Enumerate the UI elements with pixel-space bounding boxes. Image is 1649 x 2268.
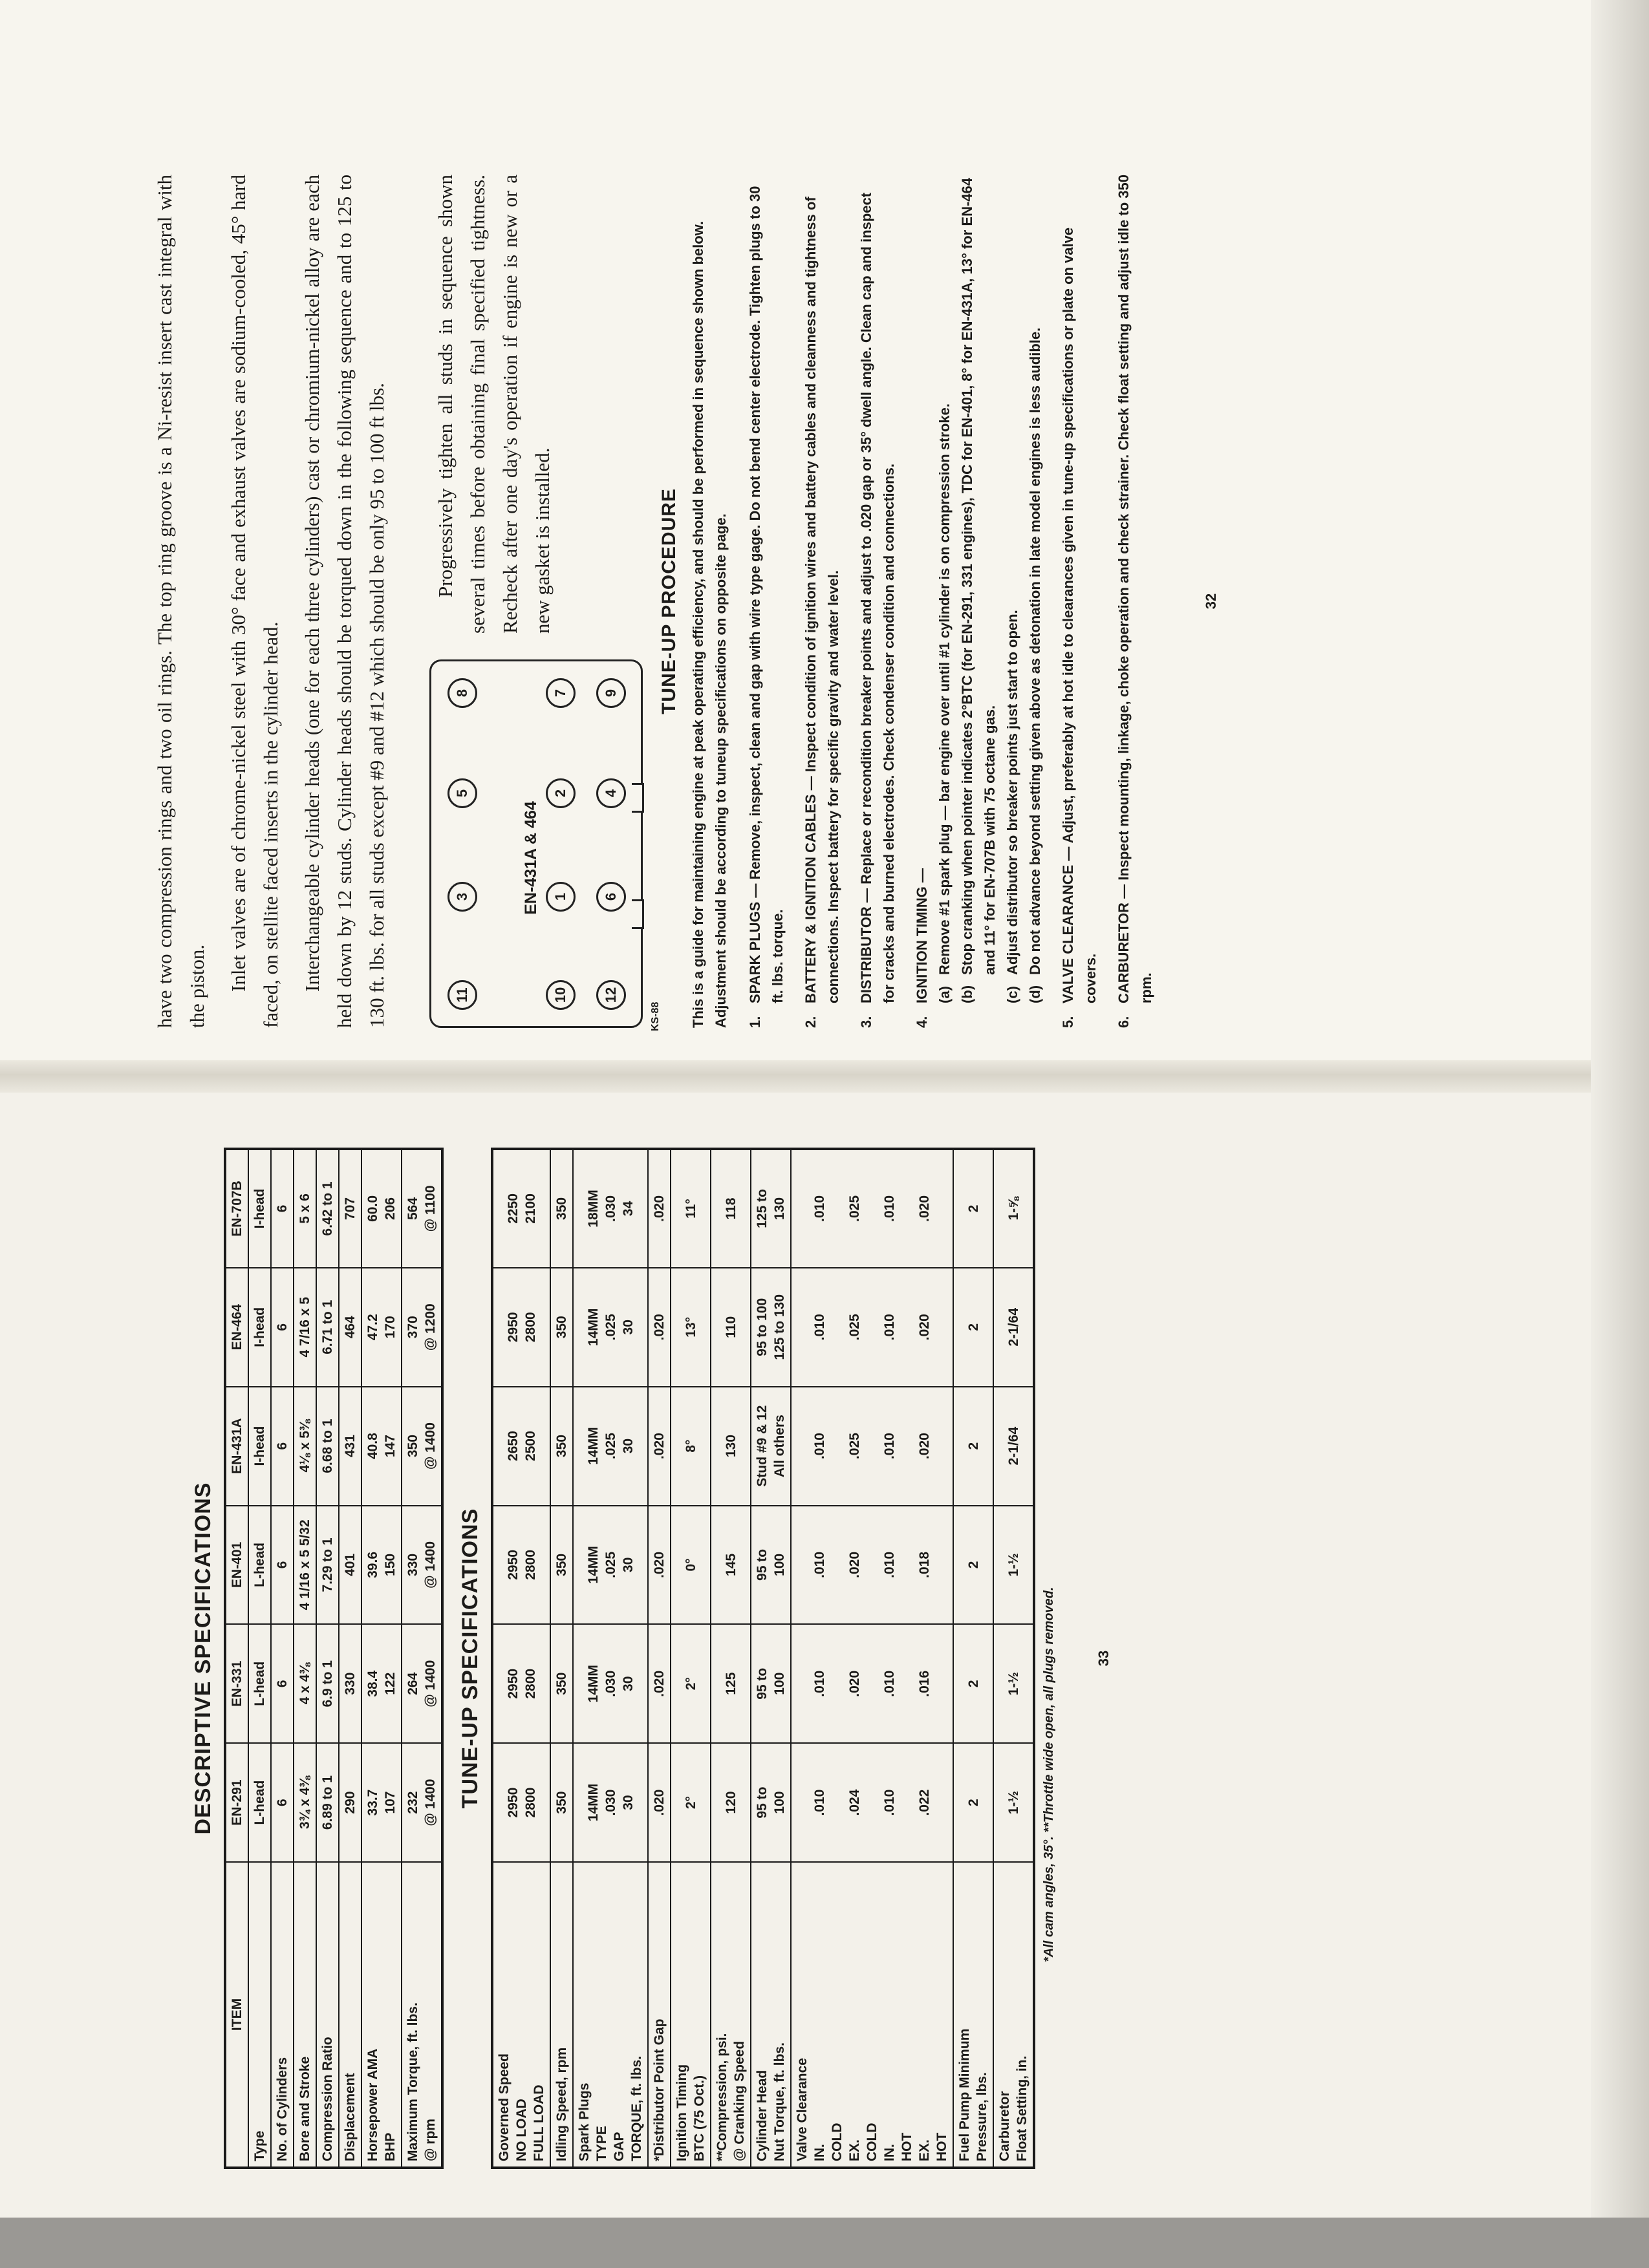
table-cell: 2° (671, 1624, 711, 1743)
timing-sub-c (1001, 175, 1024, 1003)
table-cell: 2 (953, 1268, 993, 1387)
list-item (744, 175, 789, 1028)
table-cell: 33.7 107 (361, 1743, 402, 1862)
table-cell: 6 (271, 1268, 294, 1387)
table-cell: .020 (648, 1743, 671, 1862)
table-cell: 95 to 100 125 to 130 (751, 1268, 791, 1387)
stud-7: 7 (546, 678, 576, 708)
diagram-title: EN-431A & 464 (522, 801, 540, 915)
stud-10: 10 (546, 980, 576, 1010)
table-cell: 2950 2800 (492, 1268, 550, 1387)
table-cell: 6.42 to 1 (316, 1149, 339, 1268)
table-cell: 6 (271, 1387, 294, 1506)
table-cell: 125 (711, 1624, 751, 1743)
tuneup-specifications-table (491, 1148, 1035, 2169)
column-header: EN-401 (225, 1506, 248, 1625)
column-header: EN-331 (225, 1624, 248, 1743)
stud-11: 11 (447, 980, 477, 1010)
table-row (339, 1149, 361, 2168)
stud-6: 6 (596, 882, 626, 912)
tuneup-procedure-heading: TUNE-UP PROCEDURE (658, 488, 680, 714)
table-cell: L-head (248, 1743, 271, 1862)
diagram-notch (632, 899, 644, 929)
table-cell: 2° (671, 1743, 711, 1862)
table-cell: 2 (953, 1506, 993, 1625)
table-cell: 2950 2800 (492, 1506, 550, 1625)
descriptive-specifications-table (224, 1148, 444, 2169)
row-label: Type (248, 1862, 271, 2168)
table-cell: 130 (711, 1387, 751, 1506)
stud-2: 2 (546, 778, 576, 808)
table-row (550, 1149, 573, 2168)
table-cell: 95 to 100 (751, 1624, 791, 1743)
table-cell: 350 (550, 1387, 573, 1506)
table-cell: 2950 2800 (492, 1743, 550, 1862)
table-cell: 6 (271, 1743, 294, 1862)
list-item (855, 175, 900, 1028)
table-row (271, 1149, 294, 2168)
table-cell: 707 (339, 1149, 361, 1268)
table-cell: 2250 2100 (492, 1149, 550, 1268)
table-cell: 1-⅝ (993, 1149, 1034, 1268)
table-cell: 3¾ x 4⅜ (294, 1743, 316, 1862)
table-cell: 264 @ 1400 (402, 1624, 442, 1743)
table-cell: 1-½ (993, 1624, 1034, 1743)
table-cell: 14MM .025 30 (573, 1268, 648, 1387)
table-cell: 5 x 6 (294, 1149, 316, 1268)
table-row (492, 1149, 550, 2168)
step-ignition-timing (911, 175, 1046, 1003)
table-cell: 60.0 206 (361, 1149, 402, 1268)
step-number: 2. (803, 1016, 819, 1028)
row-label: *Distributor Point Gap (648, 1862, 671, 2168)
table-row (648, 1149, 671, 2168)
timing-sub-d (1024, 175, 1046, 1003)
column-header: EN-464 (225, 1268, 248, 1387)
left-page-content (149, 175, 1219, 1031)
table-cell: 350 (550, 1743, 573, 1862)
table-cell: 11° (671, 1149, 711, 1268)
step-valve-clearance: VALVE CLEARANCE — Adjust, preferably at hot idle to clearances given in tune-up specifications or plate on valve covers. (1060, 227, 1099, 1003)
list-item (1057, 175, 1102, 1028)
procedure-intro: This is a guide for maintaining engine at peak operating efficiency, and should be performed in sequence shown below. Adjustment should be according to tuneup specifications on opposite page. (690, 220, 729, 1028)
table-header-row (225, 1149, 248, 2168)
step-number: 5. (1060, 1016, 1076, 1028)
table-cell: 18MM .030 34 (573, 1149, 648, 1268)
row-label: **Compression, psi. @ Cranking Speed (711, 1862, 751, 2168)
diagram-code: KS-88 (650, 1001, 661, 1031)
paragraph-piston-rings: have two compression rings and two oil rings. The top ring groove is a Ni-resist insert cast integral with the piston. (153, 175, 208, 1028)
page-number: 33 (1095, 1650, 1112, 1667)
row-label: Compression Ratio (316, 1862, 339, 2168)
table-cell: 350 @ 1400 (402, 1387, 442, 1506)
table-cell: 2 (953, 1743, 993, 1862)
table-cell: 6 (271, 1149, 294, 1268)
table-row (294, 1149, 316, 2168)
stud-8: 8 (447, 678, 477, 708)
table-cell: 350 (550, 1506, 573, 1625)
sub-text: Do not advance beyond setting given above as detonation in late model engines is less audible. (1027, 327, 1043, 975)
table-cell: 4 7/16 x 5 (294, 1268, 316, 1387)
table-cell: 370 @ 1200 (402, 1268, 442, 1387)
step-spark-plugs: SPARK PLUGS — Remove, inspect, clean and gap with wire type gage. Do not bend center electrode. Tighten plugs to 30 ft. lbs. torque. (747, 186, 786, 1003)
right-page-content (191, 1148, 1503, 2169)
sub-text: Stop cranking when pointer indicates 2°BTC (for EN-291, 331 engines), TDC for EN-401, 8° for EN-431A, 13° for EN-464 and 11° for EN-707B with 75 octane gas. (959, 177, 998, 975)
table-cell: 95 to 100 (751, 1506, 791, 1625)
table-cell: 2950 2800 (492, 1624, 550, 1743)
row-label: Idling Speed, rpm (550, 1862, 573, 2168)
stud-1: 1 (546, 882, 576, 912)
table-cell: 431 (339, 1387, 361, 1506)
row-label: Carburetor Float Setting, in. (993, 1862, 1034, 2168)
table-cell: 401 (339, 1506, 361, 1625)
step-battery-cables: BATTERY & IGNITION CABLES — Inspect condition of ignition wires and battery cables and cleanness and tightness of connections. Inspect battery for specific gravity and water level. (803, 197, 841, 1003)
table-row (791, 1149, 953, 2168)
row-label: No. of Cylinders (271, 1862, 294, 2168)
table-cell: I-head (248, 1149, 271, 1268)
table-row (361, 1149, 402, 2168)
stud-9: 9 (596, 678, 626, 708)
procedure-steps (744, 175, 1158, 1028)
table-cell: 120 (711, 1743, 751, 1862)
row-label: Bore and Stroke (294, 1862, 316, 2168)
table-cell: L-head (248, 1506, 271, 1625)
table-cell: L-head (248, 1624, 271, 1743)
table-cell: 14MM .025 30 (573, 1506, 648, 1625)
table-cell: 1-½ (993, 1743, 1034, 1862)
table-cell: .020 (648, 1624, 671, 1743)
page-number: 32 (1203, 593, 1219, 610)
table-cell: I-head (248, 1268, 271, 1387)
table-row (953, 1149, 993, 2168)
table-cell: 14MM .025 30 (573, 1387, 648, 1506)
page-edge-shadow (1591, 0, 1649, 2268)
table-cell: 2-1/64 (993, 1387, 1034, 1506)
stud-5: 5 (447, 778, 477, 808)
row-label: Horsepower AMA BHP (361, 1862, 402, 2168)
sub-text: Adjust distributor so breaker points just start to open. (1004, 610, 1020, 975)
table-cell: 6.68 to 1 (316, 1387, 339, 1506)
table-row (751, 1149, 791, 2168)
table-cell: 2 (953, 1149, 993, 1268)
stud-sequence-diagram (429, 659, 661, 1031)
column-header: ITEM (225, 1862, 248, 2168)
table-cell: .010 .020 .010 .018 (791, 1506, 953, 1625)
table-cell: .020 (648, 1387, 671, 1506)
sub-label: (a) (936, 986, 953, 1003)
table-cell: 4 1/16 x 5 5/32 (294, 1506, 316, 1625)
table-cell: .020 (648, 1149, 671, 1268)
step-ignition-timing-label: IGNITION TIMING — (914, 868, 930, 1003)
sub-text: Remove #1 spark plug — bar engine over until #1 cylinder is on compression stroke. (936, 403, 953, 975)
row-label: Fuel Pump Minimum Pressure, lbs. (953, 1862, 993, 2168)
list-item (1112, 175, 1158, 1028)
row-label: Valve Clearance IN. COLD EX. COLD IN. HOT EX. HOT (791, 1862, 953, 2168)
row-label: Cylinder Head Nut Torque, ft. lbs. (751, 1862, 791, 2168)
table-cell: 0° (671, 1506, 711, 1625)
table-cell: 125 to 130 (751, 1149, 791, 1268)
paragraph-valves: Inlet valves are of chrome-nickel steel with 30° face and exhaust valves are sodium-cooled, 45° hard faced, on stellite faced inserts in the cylinder head. (227, 175, 282, 1028)
table-cell: 2 (953, 1387, 993, 1506)
stud-12: 12 (596, 980, 626, 1010)
table-cell: 13° (671, 1268, 711, 1387)
table-cell: .010 .025 .010 .020 (791, 1149, 953, 1268)
table-cell: .010 .024 .010 .022 (791, 1743, 953, 1862)
table-cell: 330 (339, 1624, 361, 1743)
table-cell: 464 (339, 1268, 361, 1387)
step-carburetor: CARBURETOR — Inspect mounting, linkage, choke operation and check strainer. Check float setting and adjust idle to 350 rpm. (1116, 175, 1154, 1003)
timing-sub-b (956, 175, 1001, 1003)
table-cell: 2-1/64 (993, 1268, 1034, 1387)
list-item (799, 175, 845, 1028)
footnote: *All cam angles, 35°. **Throttle wide open, all plugs removed. (1042, 1587, 1056, 1962)
sub-label: (b) (959, 985, 975, 1003)
table-cell: 4⅛ x 5⅜ (294, 1387, 316, 1506)
table-cell: 38.4 122 (361, 1624, 402, 1743)
step-number: 1. (747, 1016, 763, 1028)
table-cell: Stud #9 & 12 All others (751, 1387, 791, 1506)
table-cell: 6.89 to 1 (316, 1743, 339, 1862)
step-distributor: DISTRIBUTOR — Replace or recondition breaker points and adjust to .020 gap or 35° dwell angle. Clean cap and inspect for cracks and burned electrodes. Check condenser condition and connections. (858, 192, 897, 1003)
diagram-notch (632, 783, 644, 813)
scanner-border (0, 2218, 1649, 2268)
table-cell: 350 (550, 1268, 573, 1387)
stud-4: 4 (596, 778, 626, 808)
table-cell: 14MM .030 30 (573, 1743, 648, 1862)
table-row (248, 1149, 271, 2168)
table-cell: 6.9 to 1 (316, 1624, 339, 1743)
table-row (402, 1149, 442, 2168)
table-cell: .020 (648, 1506, 671, 1625)
torque-sequence-note: Progressively tighten all studs in sequence shown several times before obtaining final specified tightness. Recheck after one day's operation if engine is new or a new gasket is installed. (434, 175, 554, 634)
column-header: EN-431A (225, 1387, 248, 1506)
column-header: EN-707B (225, 1149, 248, 1268)
table-cell: 6 (271, 1624, 294, 1743)
table-cell: .010 .025 .010 .020 (791, 1387, 953, 1506)
table-cell: 14MM .030 30 (573, 1624, 648, 1743)
paragraph-cylinder-heads: Interchangeable cylinder heads (one for each three cylinders) cast or chromium-nickel alloy are each held down by 12 studs. Cylinder heads should be torqued down in the following sequence and to 125 to 130 ft. lbs. for all studs except #9 and #12 which should be only 95 to 100 ft lbs. (301, 175, 388, 1028)
table-row (671, 1149, 711, 2168)
table-cell: 110 (711, 1268, 751, 1387)
table-cell: 8° (671, 1387, 711, 1506)
row-label: Governed Speed NO LOAD FULL LOAD (492, 1862, 550, 2168)
table-cell: 290 (339, 1743, 361, 1862)
table-cell: 40.8 147 (361, 1387, 402, 1506)
tuneup-specifications-heading: TUNE-UP SPECIFICATIONS (458, 1508, 482, 1809)
table-cell: 1-½ (993, 1506, 1034, 1625)
table-cell: 2 (953, 1624, 993, 1743)
table-cell: 47.2 170 (361, 1268, 402, 1387)
sub-label: (d) (1027, 985, 1043, 1003)
step-number: 4. (914, 1016, 930, 1028)
table-cell: 350 (550, 1624, 573, 1743)
book-gutter (0, 1060, 1649, 1093)
table-cell: 2650 2500 (492, 1387, 550, 1506)
step-number: 3. (858, 1016, 874, 1028)
table-cell: 6.71 to 1 (316, 1268, 339, 1387)
table-cell: 95 to 100 (751, 1743, 791, 1862)
row-label: Spark Plugs TYPE GAP TORQUE, ft. lbs. (573, 1862, 648, 2168)
table-row (993, 1149, 1034, 2168)
sub-label: (c) (1004, 986, 1020, 1003)
table-cell: 330 @ 1400 (402, 1506, 442, 1625)
table-cell: 39.6 150 (361, 1506, 402, 1625)
table-cell: .020 (648, 1268, 671, 1387)
table-row (573, 1149, 648, 2168)
descriptive-specifications-heading: DESCRIPTIVE SPECIFICATIONS (191, 1482, 215, 1835)
table-cell: 7.29 to 1 (316, 1506, 339, 1625)
table-cell: .010 .020 .010 .016 (791, 1624, 953, 1743)
column-header: EN-291 (225, 1743, 248, 1862)
row-label: Ignition Timing BTC (75 Oct.) (671, 1862, 711, 2168)
torque-sequence-section (429, 175, 661, 1031)
table-cell: .010 .025 .010 .020 (791, 1268, 953, 1387)
step-number: 6. (1116, 1016, 1132, 1028)
table-cell: 118 (711, 1149, 751, 1268)
timing-sub-a (933, 175, 956, 1003)
table-cell: I-head (248, 1387, 271, 1506)
table-cell: 4 x 4⅜ (294, 1624, 316, 1743)
table-row (316, 1149, 339, 2168)
table-cell: 145 (711, 1506, 751, 1625)
table-cell: 350 (550, 1149, 573, 1268)
table-row (711, 1149, 751, 2168)
row-label: Maximum Torque, ft. lbs. @ rpm (402, 1862, 442, 2168)
table-cell: 232 @ 1400 (402, 1743, 442, 1862)
list-item (911, 175, 1046, 1028)
table-cell: 6 (271, 1506, 294, 1625)
stud-3: 3 (447, 882, 477, 912)
table-cell: 564 @ 1100 (402, 1149, 442, 1268)
row-label: Displacement (339, 1862, 361, 2168)
